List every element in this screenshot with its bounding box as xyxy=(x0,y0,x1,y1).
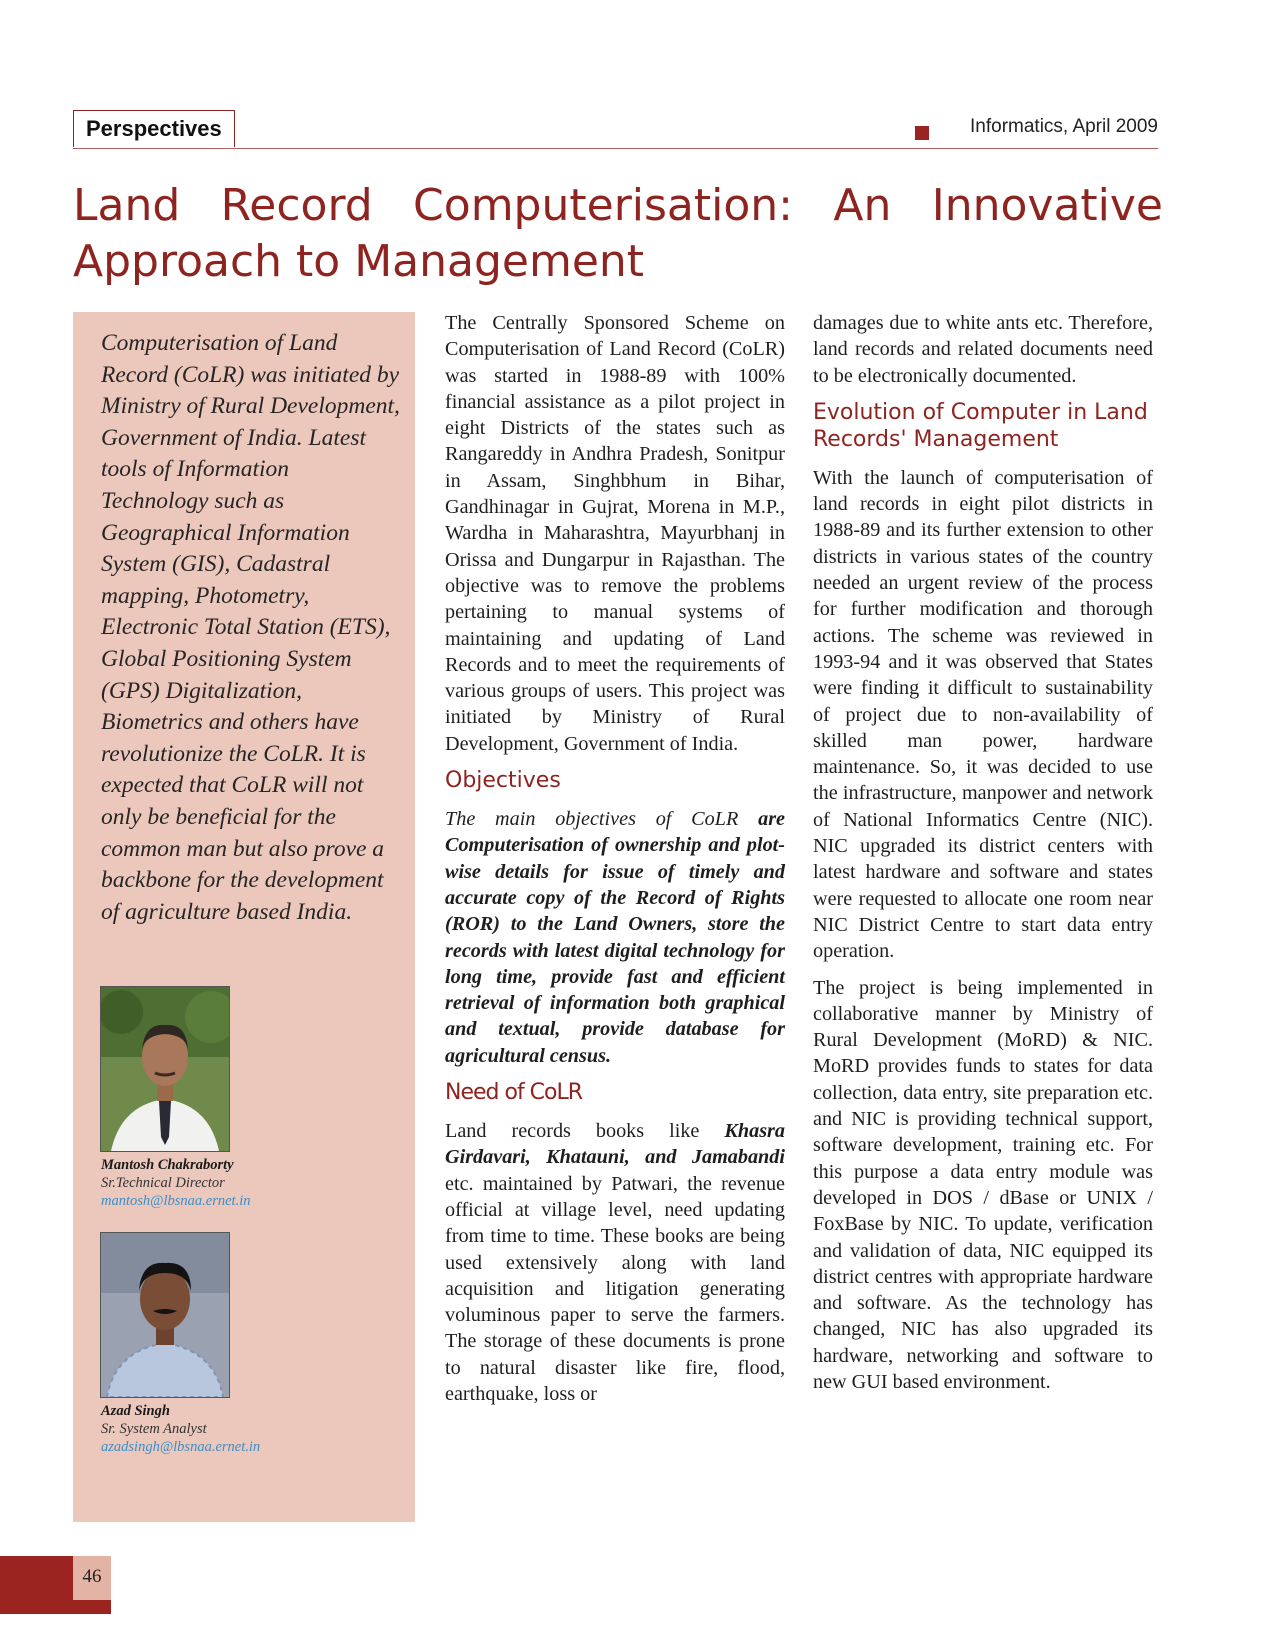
author-info-mantosh xyxy=(101,1156,401,1210)
author-info-azad xyxy=(101,1402,401,1456)
author-role: Sr.Technical Director xyxy=(101,1175,225,1191)
author-name: Mantosh Chakraborty xyxy=(101,1157,234,1173)
sidebar-panel xyxy=(73,312,415,1522)
objectives-lead: The main objectives of CoLR xyxy=(445,808,739,831)
evolution-heading: Evolution of Computer in Land Records' Management xyxy=(813,399,1148,452)
need-heading: Need of CoLR xyxy=(445,1080,583,1106)
header-marker-square xyxy=(915,126,929,140)
author-email-link[interactable]: mantosh@lbsnaa.ernet.in xyxy=(101,1193,251,1209)
article-title: Land Record Computerisation: An Innovative Approach to Management xyxy=(73,180,1163,287)
section-label: Perspectives xyxy=(73,110,235,147)
right-column xyxy=(813,310,1153,1405)
need-paragraph xyxy=(445,1118,785,1407)
issue-label: Informatics, April 2009 xyxy=(970,116,1158,137)
author-role: Sr. System Analyst xyxy=(101,1421,207,1437)
middle-column xyxy=(445,310,785,1417)
author-email-link[interactable]: azadsingh@lbsnaa.ernet.in xyxy=(101,1439,261,1455)
footer-bar xyxy=(0,1556,73,1614)
author-name: Azad Singh xyxy=(101,1403,170,1419)
author-photo-azad xyxy=(100,1232,230,1398)
page-header xyxy=(73,110,1158,149)
objectives-body: are Computerisation of ownership and plot-wise details for issue of timely and accurate copy of the Record of Rights (ROR) to the Land Owners, store the records with latest digital technology for long time, provide fast and efficient retrieval of information both graphical and textual, provide database for agricultural census. xyxy=(445,808,786,1067)
abstract: Computerisation of Land Record (CoLR) was initiated by Ministry of Rural Development, Government of India. Latest tools of Information Technology such as Geographical Information System (GIS), Cadastral mapping, Photometry, Electronic Total Station (ETS), Global Positioning System (GPS) Digitalization, Biometrics and others have revolutionize the CoLR. It is expected that CoLR will not only be beneficial for the common man but also prove a backbone for the development of agriculture based India. xyxy=(101,330,400,925)
evolution-paragraph-1: With the launch of computerisation of land records in eight pilot districts in 1988-89 and its further extension to other districts in various states of the country needed an urgent review of the process for further modification and thorough actions. The scheme was reviewed in 1993-94 and it was observed that States were finding it difficult to sustainability of project due to non-availability of skilled man power, hardware maintenance. So, it was decided to use the infrastructure, manpower and network of National Informatics Centre (NIC). NIC upgraded its district centers with latest hardware and software and states were requested to allocate one room near NIC District Centre to start data entry operation. xyxy=(813,466,1153,963)
objectives-paragraph xyxy=(445,806,785,1069)
evolution-paragraph-2: The project is being implemented in collaborative manner by Ministry of Rural Development (MoRD) & NIC. MoRD provides funds to states for data collection, data entry, site preparation etc. and NIC is providing technical support, software development, training etc. For this purpose a data entry module was developed in DOS / dBase or UNIX / FoxBase by NIC. To update, verification and validation of data, NIC equipped its district centres with appropriate hardware and software. As the technology has changed, NIC has also upgraded its hardware, networking and software to new GUI based environment. xyxy=(813,976,1153,1393)
objectives-heading: Objectives xyxy=(445,768,561,794)
page-number: 46 xyxy=(82,1566,102,1587)
need-text-pre: Land records books like xyxy=(445,1120,725,1143)
continuation-paragraph: damages due to white ants etc. Therefore, land records and related documents need to be electronically documented. xyxy=(813,312,1153,387)
author-photo-mantosh xyxy=(100,986,230,1152)
intro-paragraph: The Centrally Sponsored Scheme on Computerisation of Land Record (CoLR) was started in 1988-89 with 100% financial assistance as a pilot project in eight Districts of the states such as Rangareddy in Andhra Pradesh, Sonitpur in Assam, Singhbhum in Bihar, Gandhinagar in Gujrat, Morena in M.P., Wardha in Maharashtra, Mayurbhanj in Orissa and Dungarpur in Rajasthan. The objective was to remove the problems pertaining to manual systems of maintaining and updating of Land Records and to meet the requirements of various groups of users. This project was initiated by Ministry of Rural Development, Government of India. xyxy=(445,312,785,755)
need-text-post: etc. maintained by Patwari, the revenue official at village level, need updating from time to time. These books are being used extensively along with land acquisition and litigation generating voluminous paper to serve the farmers. The storage of these documents is prone to natural disaster like fire, flood, earthquake, loss or xyxy=(445,1172,785,1405)
footer-strip xyxy=(73,1600,111,1614)
need-books: Khasra Girdavari, Khatauni, and Jamabandi xyxy=(445,1120,785,1169)
